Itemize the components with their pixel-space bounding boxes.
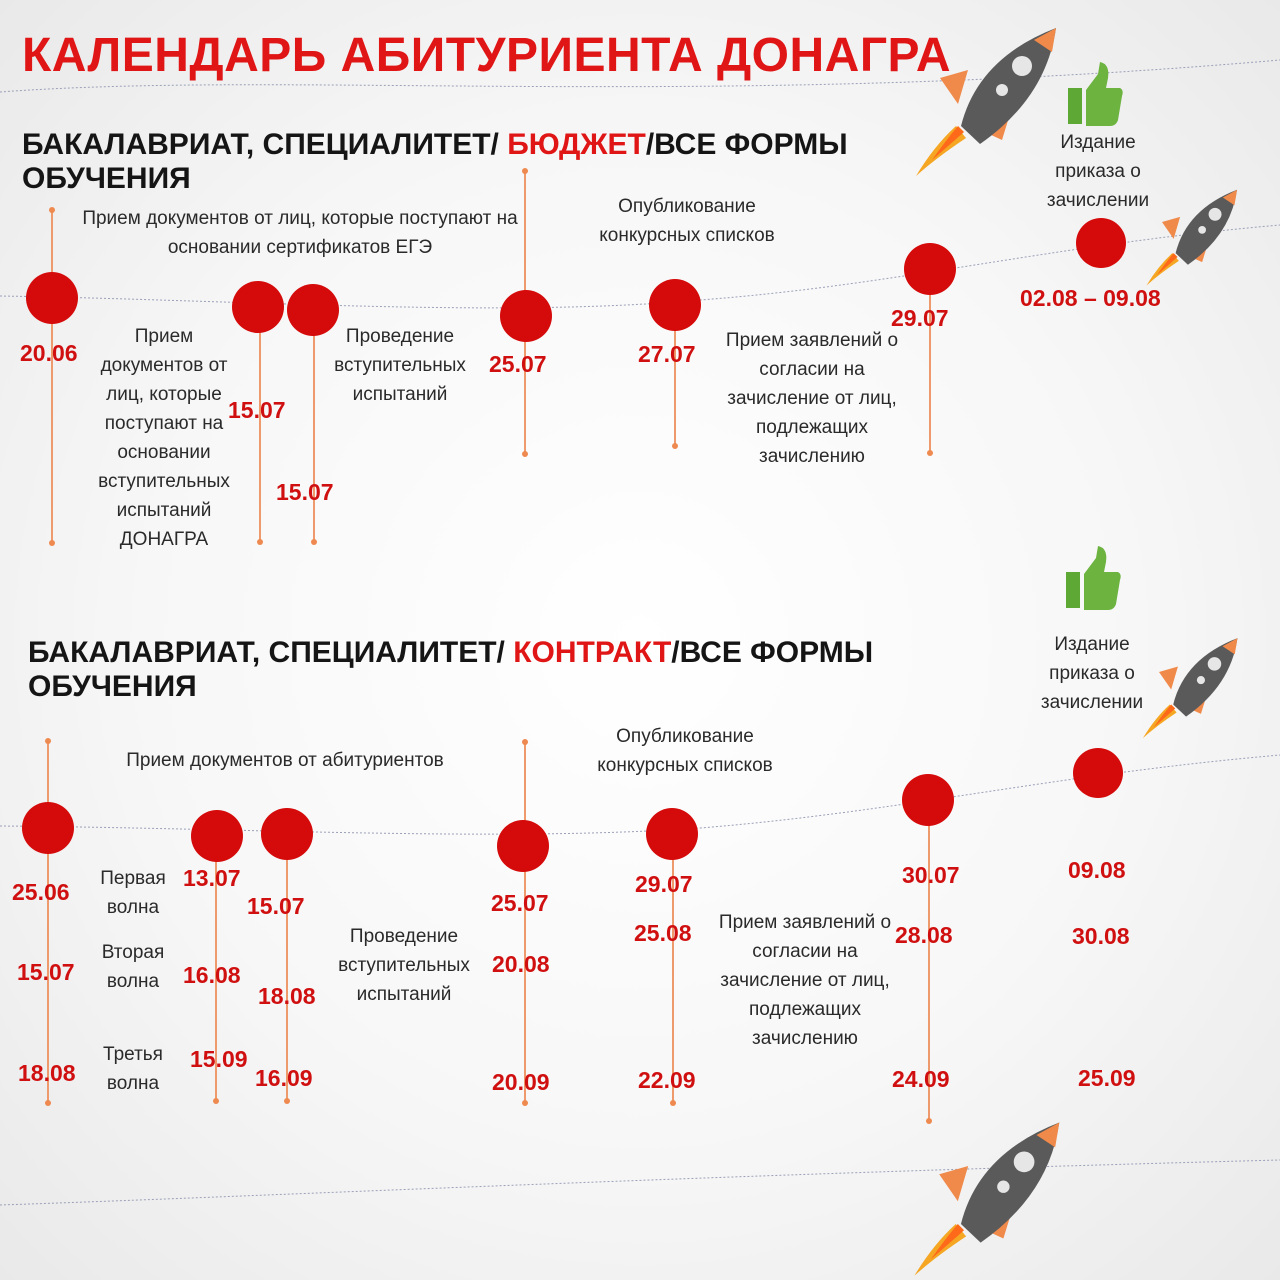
stick-tip — [670, 1100, 676, 1106]
contract-wave-3: Третья волна — [103, 1044, 163, 1094]
milestone-dot — [497, 820, 549, 872]
milestone-dot — [191, 810, 243, 862]
budget-ege-label: Прием документов от лиц, которые поступают на основании сертификатов ЕГЭ — [82, 208, 518, 258]
stick-tip — [522, 739, 528, 745]
contract-ege-end-date-1: 25.07 — [491, 890, 549, 916]
contract-publication-label: Опубликование конкурсных списков — [597, 726, 773, 776]
stick-tip — [257, 539, 263, 545]
milestone-dot — [261, 808, 313, 860]
budget-heading-prefix: БАКАЛАВРИАТ, СПЕЦИАЛИТЕТ/ — [22, 128, 508, 161]
contract-start-date-3: 18.08 — [18, 1060, 76, 1086]
stick-contract-ege — [524, 743, 526, 1104]
contract-docs-end-date-3: 15.09 — [190, 1046, 248, 1072]
contract-ege-end-date-3: 20.09 — [492, 1069, 550, 1095]
contract-docs-label: Прием документов от абитуриентов — [126, 750, 444, 771]
stick-budget-exams — [313, 308, 315, 542]
budget-date-docs-end: 15.07 — [228, 397, 286, 423]
rocket-icon — [906, 18, 1076, 178]
contract-consent-label: Прием заявлений о согласии на зачисление от лиц, подлежащих зачислению — [718, 912, 892, 1049]
milestone-dot — [646, 808, 698, 860]
curve-bottom — [0, 1160, 1280, 1205]
budget-date-start: 20.06 — [20, 340, 78, 366]
stick-tip — [311, 539, 317, 545]
budget-order-label: Издание приказа о зачислении — [1046, 132, 1150, 211]
budget-date-publication: 27.07 — [638, 341, 696, 367]
contract-exams-label: Проведение вступительных испытаний — [338, 926, 470, 1005]
milestone-dot — [26, 272, 78, 324]
contract-order-date-3: 25.09 — [1078, 1065, 1136, 1091]
budget-heading-line2: ОБУЧЕНИЯ — [22, 162, 191, 195]
stick-tip — [522, 1100, 528, 1106]
budget-exams-label: Проведение вступительных испытаний — [334, 326, 466, 405]
contract-heading — [28, 636, 873, 704]
contract-order-date-2: 30.08 — [1072, 923, 1130, 949]
contract-exams-end-date-2: 18.08 — [258, 983, 316, 1009]
milestone-dot — [22, 802, 74, 854]
contract-order-date-1: 09.08 — [1068, 857, 1126, 883]
contract-docs-end-date-1: 13.07 — [183, 865, 241, 891]
contract-heading-suffix: /ВСЕ ФОРМЫ — [671, 636, 874, 669]
budget-date-ege-end: 25.07 — [489, 351, 547, 377]
contract-order-label: Издание приказа о зачислении — [1040, 634, 1144, 713]
budget-heading — [22, 128, 848, 196]
milestone-dot — [1073, 748, 1123, 798]
rocket-icon — [1136, 628, 1251, 743]
contract-heading-line2: ОБУЧЕНИЯ — [28, 670, 197, 703]
contract-docs-end-date-2: 16.08 — [183, 962, 241, 988]
page-title: КАЛЕНДАРЬ АБИТУРИЕНТА ДОНАГРА — [22, 29, 951, 82]
contract-heading-highlight: КОНТРАКТ — [513, 636, 672, 669]
milestone-dot — [649, 279, 701, 331]
rocket-icon — [1140, 180, 1250, 290]
stick-tip — [284, 1098, 290, 1104]
budget-consent-label: Прием заявлений о согласии на зачисление от лиц, подлежащих зачислению — [725, 330, 899, 467]
milestone-dot — [1076, 218, 1126, 268]
budget-entrance-docs-label: Прием документов от лиц, которые поступают на основании вступительных испытаний ДОНАГРА — [98, 326, 230, 550]
stick-tip — [522, 168, 528, 174]
budget-heading-highlight: БЮДЖЕТ — [507, 128, 646, 161]
contract-wave-2: Вторая волна — [101, 942, 165, 992]
budget-heading-suffix: /ВСЕ ФОРМЫ — [645, 128, 848, 161]
stick-budget-start — [51, 212, 53, 544]
contract-start-date-1: 25.06 — [12, 879, 70, 905]
thumbs-up-icon — [1064, 544, 1122, 612]
contract-ege-end-date-2: 20.08 — [492, 951, 550, 977]
contract-publication-date-2: 25.08 — [634, 920, 692, 946]
stick-tip — [213, 1098, 219, 1104]
budget-date-consent: 29.07 — [891, 305, 949, 331]
stick-tip — [522, 451, 528, 457]
stick-tip — [672, 443, 678, 449]
milestone-dot — [500, 290, 552, 342]
stick-contract-start — [47, 742, 49, 1104]
contract-start-date-2: 15.07 — [17, 959, 75, 985]
stick-tip — [49, 207, 55, 213]
contract-consent-date-3: 24.09 — [892, 1066, 950, 1092]
milestone-dot — [902, 774, 954, 826]
budget-publication-label: Опубликование конкурсных списков — [599, 196, 775, 246]
contract-heading-prefix: БАКАЛАВРИАТ, СПЕЦИАЛИТЕТ/ — [28, 636, 514, 669]
stick-tip — [45, 1100, 51, 1106]
contract-exams-end-date-3: 16.09 — [255, 1065, 313, 1091]
contract-publication-date-3: 22.09 — [638, 1067, 696, 1093]
budget-date-order: 02.08 – 09.08 — [1020, 285, 1161, 311]
stick-tip — [927, 450, 933, 456]
stick-tip — [45, 738, 51, 744]
rocket-icon — [904, 1112, 1080, 1278]
contract-publication-date-1: 29.07 — [635, 871, 693, 897]
contract-wave-1: Первая волна — [100, 868, 166, 918]
budget-date-exams-end: 15.07 — [276, 479, 334, 505]
contract-consent-date-2: 28.08 — [895, 922, 953, 948]
milestone-dot — [904, 243, 956, 295]
contract-consent-date-1: 30.07 — [902, 862, 960, 888]
contract-exams-end-date-1: 15.07 — [247, 893, 305, 919]
stick-tip — [49, 540, 55, 546]
